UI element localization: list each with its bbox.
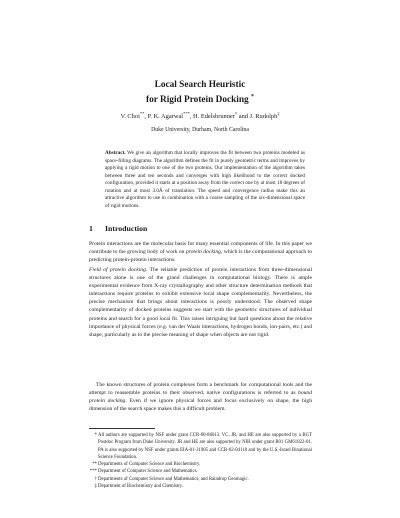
para1-text-b: , which is the computational approach to predicting protein-protein interactions. [89, 249, 312, 264]
author-separator: and [237, 113, 250, 121]
abstract [105, 150, 305, 210]
author-footnote-mark: ** [139, 111, 145, 116]
section-heading [89, 224, 147, 234]
body-paragraph-2 [89, 266, 312, 339]
author-separator: , [189, 113, 194, 121]
author-name: P. K. Agarwal [147, 113, 184, 121]
body-paragraph-1 [89, 240, 312, 264]
affiliation: Duke University, Durham, North Carolina [151, 127, 249, 133]
footnote-text: Department of Biochemistry and Chemistry. [98, 484, 184, 490]
footnote-mark: *** [89, 469, 97, 475]
section-number: 1 [89, 224, 93, 233]
para3-emphasis: bound protein docking [89, 390, 312, 405]
author-footnote-mark: ‡ [277, 111, 280, 116]
author-footnote-mark: *** [183, 111, 190, 116]
footnote [89, 483, 312, 490]
para3-text-b: . Even if we ignore physical forces and focus exclusively on shape, the high dimension of the search space makes this a difficult problem. [89, 398, 312, 413]
title-footnote-mark: * [251, 94, 255, 100]
title-line-2 [0, 91, 400, 106]
footnotes [89, 432, 312, 490]
paper-title [0, 79, 400, 106]
footnote-text: Departments of Computer Science and Mathematics, and Raindrop Geomagic. [98, 476, 249, 482]
author-separator: , [144, 113, 148, 121]
para2-text: The reliable prediction of protein interactions from three-dimensional structures alone is one of the grand challenges in computational biology. There is ample experimental evidence from X-ray crystallography and other structure determination methods that interactions require proteins to exhibit extensive local shape complementarity. Nevertheless, the precise mechanism that brings about interactions is poorly understood. The observed shape complementarity of docked proteins suggests we start with the geometric structures of individual proteins and search for a good local fit. This raises intriguing but hard questions about the relative importance of physical forces (e.g. van der Waals interactions, hydrogen bonds, ion-pairs, etc.) and shape, particularly as to the precise meaning of shape when objects are not rigid. [89, 267, 312, 338]
author-footnote-mark: † [234, 111, 238, 116]
para1-emphasis: protein docking [185, 249, 221, 256]
footnote-mark: † [94, 476, 97, 482]
footnote-text: Departments of Computer Science and Biochemistry. [98, 462, 201, 468]
footnote [89, 476, 312, 483]
author-name: J. Rudolph [249, 113, 278, 121]
footnote [89, 468, 312, 475]
footnote [89, 432, 312, 461]
footnote-rule [89, 428, 155, 429]
para1-text-a: Protein interactions are the molecular basis for many essential components of life. In this paper we contribute to the growing body of work on [89, 241, 312, 256]
footnote-text: Department of Computer Science and Mathematics. [98, 469, 198, 475]
title-line-1: Local Search Heuristic [154, 80, 246, 90]
body-paragraph-3 [89, 381, 312, 413]
abstract-text: We give an algorithm that locally improves the fit between two proteins modeled as space-filling diagrams. The algorithm defines the fit in purely geometric terms and improves by applying a rigid motion to one of the two proteins. Our implementation of the algorithm takes between three and ten seconds and converges with high likelihood to the correct docked configuration, provided it starts at a position away from the correct one by at most 18 degrees of rotation and at most 3.0Å of translation. The speed and convergence radius make this an attractive algorithm to use in combination with a coarse sampling of the six-dimensional space of rigid motions. [105, 150, 306, 209]
abstract-label: Abstract. [105, 150, 126, 156]
author-list [0, 110, 400, 121]
footnote-mark: ** [92, 462, 97, 468]
author-name: H. Edelsbrunner [193, 113, 235, 121]
section-title: Introduction [105, 224, 148, 233]
footnote [89, 461, 312, 468]
para2-run-in-heading: Field of protein docking. [89, 267, 148, 273]
author-name: V. Choi [120, 113, 140, 121]
para3-text-a: The known structures of protein complexes form a benchmark for computational tools and the attempt to reassemble proteins to their observed, native configurations is referred to as [89, 382, 312, 397]
footnote-mark: ‡ [94, 484, 97, 490]
title-line-2-text: for Rigid Protein Docking [145, 95, 249, 106]
footnote-mark: * [94, 433, 97, 438]
footnote-text: All authors are supported by NSF under grant CCR-00-86013. VC, JR, and HE are also supported by a BGT Postdoc Program from Duke University. JR and HE are also supported by NIH under grant R01 GM61822-01. PA is also supported by NSF under grants EIA-01-31905 and CCR-02-04118 and by the U.S.-Israel Binational Science Foundation. [98, 433, 312, 460]
